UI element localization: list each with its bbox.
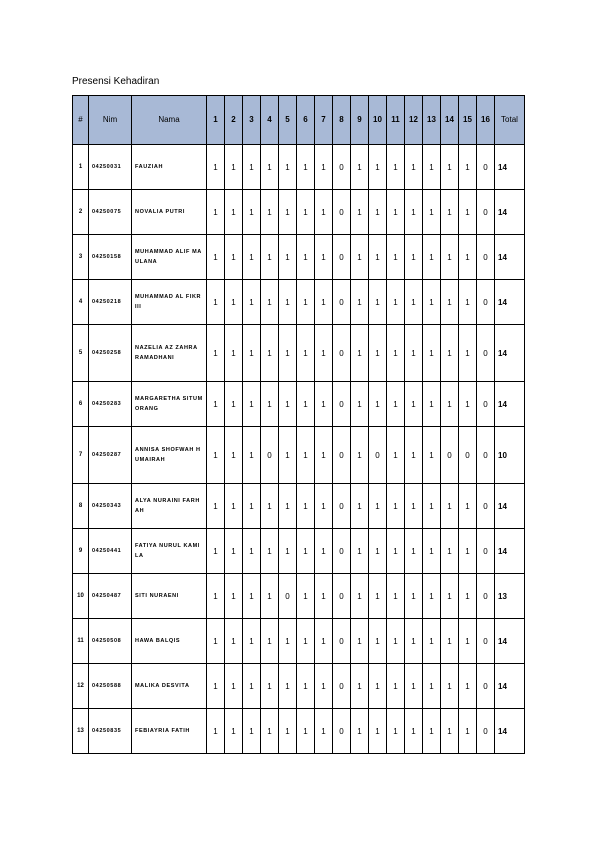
total-cell: 14 — [495, 619, 525, 664]
attendance-cell: 1 — [387, 427, 405, 484]
attendance-cell: 1 — [459, 619, 477, 664]
attendance-cell: 1 — [441, 280, 459, 325]
header-meeting: 14 — [441, 96, 459, 145]
nama-cell: ALYA NURAINI FARHAH — [132, 484, 207, 529]
attendance-cell: 1 — [243, 529, 261, 574]
attendance-cell: 1 — [441, 664, 459, 709]
attendance-cell: 1 — [225, 484, 243, 529]
attendance-cell: 0 — [333, 325, 351, 382]
attendance-cell: 1 — [243, 484, 261, 529]
header-meeting: 16 — [477, 96, 495, 145]
header-meeting: 7 — [315, 96, 333, 145]
attendance-cell: 1 — [207, 484, 225, 529]
total-cell: 14 — [495, 484, 525, 529]
attendance-cell: 1 — [207, 529, 225, 574]
attendance-cell: 1 — [225, 664, 243, 709]
attendance-cell: 1 — [261, 190, 279, 235]
nim-cell: 04250508 — [89, 619, 132, 664]
attendance-cell: 1 — [243, 325, 261, 382]
attendance-cell: 1 — [387, 190, 405, 235]
attendance-cell: 1 — [369, 664, 387, 709]
attendance-cell: 1 — [351, 664, 369, 709]
attendance-cell: 0 — [333, 529, 351, 574]
attendance-cell: 1 — [261, 484, 279, 529]
attendance-cell: 1 — [243, 382, 261, 427]
attendance-cell: 1 — [351, 382, 369, 427]
header-total: Total — [495, 96, 525, 145]
attendance-cell: 1 — [405, 325, 423, 382]
attendance-cell: 1 — [279, 427, 297, 484]
attendance-cell: 1 — [207, 427, 225, 484]
table-row — [73, 382, 525, 427]
attendance-cell: 1 — [387, 619, 405, 664]
attendance-cell: 1 — [279, 382, 297, 427]
attendance-table — [72, 95, 525, 754]
attendance-cell: 1 — [207, 619, 225, 664]
attendance-cell: 0 — [333, 619, 351, 664]
attendance-cell: 1 — [459, 145, 477, 190]
attendance-cell: 1 — [459, 190, 477, 235]
attendance-cell: 1 — [207, 382, 225, 427]
attendance-cell: 1 — [387, 325, 405, 382]
total-cell: 14 — [495, 664, 525, 709]
total-cell: 14 — [495, 382, 525, 427]
attendance-cell: 1 — [351, 529, 369, 574]
attendance-cell: 1 — [351, 325, 369, 382]
row-number-cell: 5 — [73, 325, 89, 382]
header-meeting: 1 — [207, 96, 225, 145]
table-row — [73, 664, 525, 709]
row-number-cell: 1 — [73, 145, 89, 190]
attendance-cell: 1 — [441, 235, 459, 280]
attendance-cell: 0 — [333, 235, 351, 280]
nama-cell: MALIKA DESVITA — [132, 664, 207, 709]
row-number-cell: 2 — [73, 190, 89, 235]
attendance-cell: 1 — [387, 574, 405, 619]
attendance-cell: 1 — [423, 664, 441, 709]
nama-cell: ANNISA SHOFWAH HUMAIRAH — [132, 427, 207, 484]
header-meeting: 5 — [279, 96, 297, 145]
attendance-cell: 1 — [423, 529, 441, 574]
attendance-cell: 1 — [351, 619, 369, 664]
table-row — [73, 235, 525, 280]
header-meeting: 2 — [225, 96, 243, 145]
attendance-cell: 1 — [297, 382, 315, 427]
attendance-cell: 1 — [369, 529, 387, 574]
attendance-cell: 0 — [477, 574, 495, 619]
attendance-cell: 1 — [243, 280, 261, 325]
total-cell: 14 — [495, 529, 525, 574]
table-row — [73, 145, 525, 190]
attendance-cell: 1 — [279, 664, 297, 709]
attendance-cell: 1 — [423, 145, 441, 190]
attendance-cell: 0 — [477, 235, 495, 280]
total-cell: 10 — [495, 427, 525, 484]
attendance-cell: 1 — [225, 145, 243, 190]
attendance-cell: 0 — [477, 664, 495, 709]
attendance-cell: 1 — [297, 709, 315, 754]
attendance-cell: 1 — [297, 325, 315, 382]
attendance-cell: 0 — [441, 427, 459, 484]
attendance-cell: 1 — [225, 529, 243, 574]
attendance-cell: 1 — [405, 529, 423, 574]
attendance-cell: 1 — [315, 529, 333, 574]
total-cell: 14 — [495, 235, 525, 280]
attendance-cell: 1 — [351, 709, 369, 754]
attendance-cell: 1 — [297, 427, 315, 484]
attendance-cell: 1 — [297, 484, 315, 529]
total-cell: 14 — [495, 145, 525, 190]
attendance-cell: 1 — [243, 145, 261, 190]
attendance-cell: 1 — [423, 484, 441, 529]
nim-cell: 04250343 — [89, 484, 132, 529]
attendance-cell: 1 — [387, 529, 405, 574]
attendance-cell: 1 — [369, 190, 387, 235]
header-meeting: 3 — [243, 96, 261, 145]
nim-cell: 04250158 — [89, 235, 132, 280]
attendance-cell: 0 — [333, 427, 351, 484]
attendance-cell: 1 — [369, 325, 387, 382]
attendance-cell: 1 — [441, 619, 459, 664]
attendance-cell: 1 — [207, 325, 225, 382]
attendance-cell: 1 — [459, 280, 477, 325]
attendance-cell: 1 — [315, 574, 333, 619]
attendance-cell: 1 — [207, 235, 225, 280]
header-meeting: 10 — [369, 96, 387, 145]
attendance-cell: 0 — [333, 664, 351, 709]
attendance-cell: 1 — [243, 574, 261, 619]
attendance-cell: 1 — [207, 280, 225, 325]
attendance-cell: 1 — [261, 574, 279, 619]
attendance-cell: 1 — [405, 664, 423, 709]
attendance-cell: 0 — [477, 190, 495, 235]
header-meeting: 4 — [261, 96, 279, 145]
attendance-cell: 1 — [459, 382, 477, 427]
attendance-cell: 1 — [423, 574, 441, 619]
attendance-cell: 1 — [315, 235, 333, 280]
attendance-cell: 1 — [261, 664, 279, 709]
attendance-cell: 0 — [261, 427, 279, 484]
attendance-cell: 1 — [351, 145, 369, 190]
attendance-cell: 1 — [243, 664, 261, 709]
attendance-cell: 0 — [459, 427, 477, 484]
attendance-cell: 1 — [459, 325, 477, 382]
total-cell: 14 — [495, 325, 525, 382]
attendance-cell: 1 — [207, 574, 225, 619]
row-number-cell: 4 — [73, 280, 89, 325]
row-number-cell: 9 — [73, 529, 89, 574]
total-cell: 14 — [495, 709, 525, 754]
attendance-cell: 1 — [405, 709, 423, 754]
attendance-cell: 1 — [297, 190, 315, 235]
nim-cell: 04250441 — [89, 529, 132, 574]
header-meeting: 15 — [459, 96, 477, 145]
attendance-cell: 1 — [279, 709, 297, 754]
attendance-cell: 1 — [297, 664, 315, 709]
header-meeting: 11 — [387, 96, 405, 145]
attendance-cell: 1 — [243, 427, 261, 484]
nim-cell: 04250031 — [89, 145, 132, 190]
table-row — [73, 427, 525, 484]
attendance-cell: 1 — [315, 145, 333, 190]
nama-cell: FEBIAYRIA FATIH — [132, 709, 207, 754]
attendance-cell: 1 — [405, 280, 423, 325]
attendance-cell: 1 — [405, 382, 423, 427]
row-number-cell: 7 — [73, 427, 89, 484]
attendance-cell: 1 — [261, 235, 279, 280]
attendance-cell: 1 — [423, 280, 441, 325]
attendance-cell: 1 — [207, 709, 225, 754]
attendance-cell: 0 — [333, 190, 351, 235]
attendance-cell: 1 — [315, 484, 333, 529]
attendance-cell: 1 — [423, 427, 441, 484]
attendance-cell: 1 — [441, 574, 459, 619]
attendance-cell: 1 — [297, 235, 315, 280]
attendance-cell: 1 — [405, 145, 423, 190]
attendance-cell: 1 — [387, 484, 405, 529]
attendance-cell: 0 — [477, 427, 495, 484]
attendance-cell: 1 — [441, 709, 459, 754]
attendance-cell: 1 — [405, 484, 423, 529]
attendance-cell: 1 — [243, 190, 261, 235]
attendance-cell: 0 — [477, 145, 495, 190]
attendance-cell: 0 — [477, 619, 495, 664]
attendance-cell: 0 — [477, 529, 495, 574]
attendance-cell: 1 — [387, 709, 405, 754]
attendance-cell: 1 — [423, 190, 441, 235]
table-row — [73, 709, 525, 754]
attendance-cell: 0 — [369, 427, 387, 484]
header-nim: Nim — [89, 96, 132, 145]
attendance-cell: 1 — [297, 529, 315, 574]
nama-cell: MARGARETHA SITUMORANG — [132, 382, 207, 427]
attendance-cell: 1 — [261, 709, 279, 754]
attendance-cell: 1 — [405, 427, 423, 484]
attendance-cell: 1 — [297, 574, 315, 619]
attendance-cell: 1 — [297, 619, 315, 664]
attendance-cell: 1 — [459, 484, 477, 529]
attendance-cell: 1 — [315, 619, 333, 664]
attendance-cell: 1 — [207, 190, 225, 235]
attendance-cell: 1 — [225, 427, 243, 484]
attendance-cell: 1 — [261, 382, 279, 427]
attendance-cell: 0 — [477, 709, 495, 754]
attendance-cell: 1 — [423, 325, 441, 382]
nama-cell: SITI NURAENI — [132, 574, 207, 619]
nim-cell: 04250835 — [89, 709, 132, 754]
header-meeting: 9 — [351, 96, 369, 145]
nim-cell: 04250075 — [89, 190, 132, 235]
nama-cell: NOVALIA PUTRI — [132, 190, 207, 235]
attendance-cell: 1 — [369, 484, 387, 529]
attendance-cell: 1 — [279, 145, 297, 190]
attendance-cell: 1 — [441, 325, 459, 382]
attendance-cell: 1 — [441, 529, 459, 574]
header-meeting: 12 — [405, 96, 423, 145]
row-number-cell: 8 — [73, 484, 89, 529]
attendance-cell: 0 — [333, 709, 351, 754]
nama-cell: NAZELIA AZ ZAHRA RAMADHANI — [132, 325, 207, 382]
row-number-cell: 12 — [73, 664, 89, 709]
attendance-cell: 1 — [405, 619, 423, 664]
table-row — [73, 325, 525, 382]
attendance-cell: 1 — [279, 280, 297, 325]
attendance-cell: 1 — [351, 427, 369, 484]
attendance-cell: 1 — [225, 574, 243, 619]
attendance-cell: 1 — [351, 190, 369, 235]
attendance-cell: 0 — [279, 574, 297, 619]
attendance-cell: 1 — [351, 484, 369, 529]
nim-cell: 04250218 — [89, 280, 132, 325]
attendance-cell: 1 — [387, 235, 405, 280]
attendance-cell: 1 — [261, 145, 279, 190]
header-meeting: 8 — [333, 96, 351, 145]
attendance-cell: 1 — [423, 382, 441, 427]
nim-cell: 04250283 — [89, 382, 132, 427]
attendance-cell: 1 — [315, 664, 333, 709]
attendance-cell: 0 — [333, 280, 351, 325]
attendance-cell: 0 — [477, 382, 495, 427]
attendance-cell: 1 — [423, 235, 441, 280]
nama-cell: FAUZIAH — [132, 145, 207, 190]
total-cell: 13 — [495, 574, 525, 619]
page-title: Presensi Kehadiran — [72, 76, 160, 87]
attendance-cell: 1 — [279, 190, 297, 235]
attendance-cell: 1 — [351, 574, 369, 619]
attendance-cell: 1 — [279, 529, 297, 574]
total-cell: 14 — [495, 280, 525, 325]
table-row — [73, 619, 525, 664]
attendance-cell: 1 — [441, 484, 459, 529]
nim-cell: 04250487 — [89, 574, 132, 619]
header-meeting: 6 — [297, 96, 315, 145]
attendance-cell: 1 — [441, 382, 459, 427]
attendance-cell: 1 — [297, 145, 315, 190]
attendance-cell: 1 — [369, 709, 387, 754]
attendance-cell: 1 — [441, 190, 459, 235]
attendance-cell: 1 — [225, 619, 243, 664]
attendance-cell: 0 — [477, 325, 495, 382]
attendance-cell: 1 — [351, 235, 369, 280]
attendance-cell: 1 — [387, 664, 405, 709]
row-number-cell: 13 — [73, 709, 89, 754]
attendance-cell: 1 — [225, 325, 243, 382]
nama-cell: FATIYA NURUL KAMILA — [132, 529, 207, 574]
attendance-cell: 1 — [279, 325, 297, 382]
table-row — [73, 190, 525, 235]
attendance-cell: 1 — [315, 325, 333, 382]
nim-cell: 04250258 — [89, 325, 132, 382]
attendance-cell: 1 — [225, 280, 243, 325]
attendance-cell: 1 — [369, 145, 387, 190]
attendance-cell: 1 — [423, 619, 441, 664]
attendance-cell: 1 — [225, 382, 243, 427]
attendance-cell: 1 — [351, 280, 369, 325]
attendance-cell: 1 — [387, 280, 405, 325]
attendance-cell: 1 — [369, 382, 387, 427]
attendance-cell: 1 — [279, 484, 297, 529]
table-row — [73, 529, 525, 574]
attendance-cell: 1 — [243, 709, 261, 754]
attendance-cell: 1 — [405, 190, 423, 235]
row-number-cell: 3 — [73, 235, 89, 280]
header-nama: Nama — [132, 96, 207, 145]
header-no: # — [73, 96, 89, 145]
attendance-cell: 1 — [369, 280, 387, 325]
attendance-cell: 1 — [315, 709, 333, 754]
attendance-cell: 0 — [477, 280, 495, 325]
attendance-cell: 1 — [225, 709, 243, 754]
nama-cell: MUHAMMAD ALIF MAULANA — [132, 235, 207, 280]
table-row — [73, 484, 525, 529]
attendance-cell: 1 — [315, 280, 333, 325]
attendance-cell: 0 — [477, 484, 495, 529]
attendance-cell: 0 — [333, 145, 351, 190]
attendance-cell: 1 — [279, 235, 297, 280]
table-body — [73, 145, 525, 754]
attendance-cell: 1 — [315, 427, 333, 484]
attendance-cell: 0 — [333, 382, 351, 427]
nama-cell: MUHAMMAD AL FIKRIII — [132, 280, 207, 325]
attendance-cell: 1 — [207, 145, 225, 190]
attendance-cell: 1 — [261, 325, 279, 382]
attendance-cell: 0 — [333, 574, 351, 619]
row-number-cell: 6 — [73, 382, 89, 427]
attendance-cell: 1 — [387, 145, 405, 190]
attendance-cell: 1 — [441, 145, 459, 190]
total-cell: 14 — [495, 190, 525, 235]
nim-cell: 04250588 — [89, 664, 132, 709]
attendance-cell: 1 — [261, 280, 279, 325]
attendance-cell: 1 — [387, 382, 405, 427]
attendance-cell: 1 — [459, 529, 477, 574]
attendance-cell: 1 — [423, 709, 441, 754]
attendance-cell: 1 — [261, 619, 279, 664]
attendance-cell: 1 — [459, 235, 477, 280]
nim-cell: 04250287 — [89, 427, 132, 484]
attendance-cell: 1 — [459, 664, 477, 709]
row-number-cell: 11 — [73, 619, 89, 664]
attendance-cell: 1 — [315, 382, 333, 427]
attendance-cell: 1 — [315, 190, 333, 235]
header-row — [73, 96, 525, 145]
attendance-cell: 1 — [243, 235, 261, 280]
attendance-cell: 0 — [333, 484, 351, 529]
attendance-cell: 1 — [261, 529, 279, 574]
attendance-cell: 1 — [459, 709, 477, 754]
attendance-cell: 1 — [243, 619, 261, 664]
attendance-cell: 1 — [369, 574, 387, 619]
attendance-cell: 1 — [225, 235, 243, 280]
nama-cell: HAWA BALQIS — [132, 619, 207, 664]
attendance-cell: 1 — [405, 574, 423, 619]
row-number-cell: 10 — [73, 574, 89, 619]
header-meeting: 13 — [423, 96, 441, 145]
attendance-cell: 1 — [225, 190, 243, 235]
attendance-cell: 1 — [369, 235, 387, 280]
attendance-cell: 1 — [369, 619, 387, 664]
attendance-cell: 1 — [279, 619, 297, 664]
attendance-cell: 1 — [405, 235, 423, 280]
attendance-cell: 1 — [297, 280, 315, 325]
attendance-cell: 1 — [207, 664, 225, 709]
table-row — [73, 574, 525, 619]
attendance-cell: 1 — [459, 574, 477, 619]
table-row — [73, 280, 525, 325]
